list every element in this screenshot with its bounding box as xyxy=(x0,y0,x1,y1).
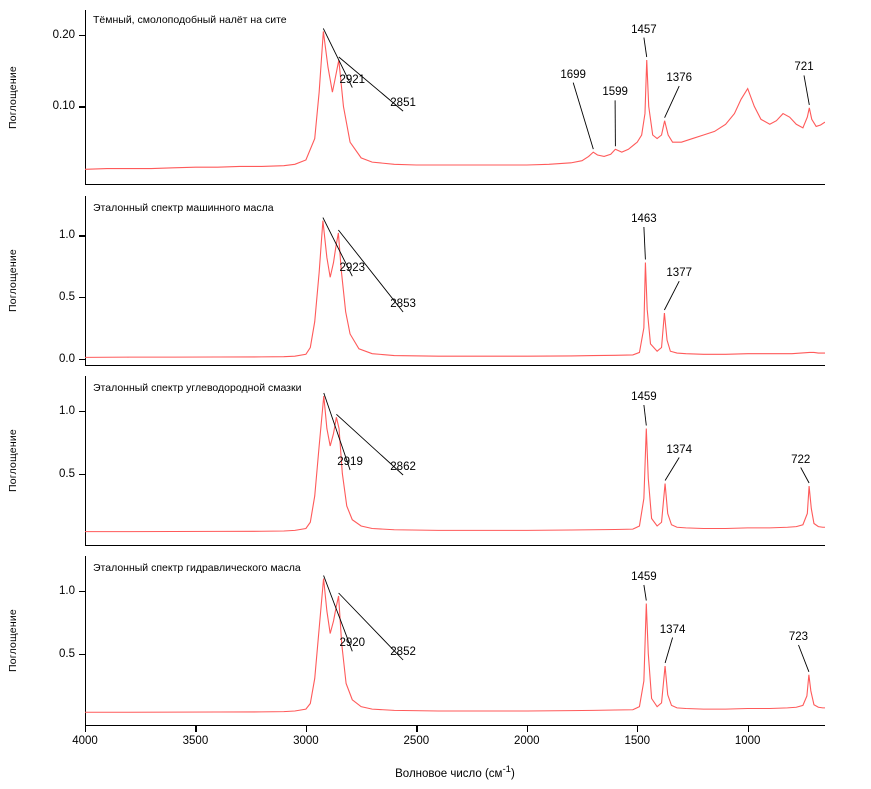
peak-label-1459: 1459 xyxy=(631,571,657,583)
spectrum-panel-1 xyxy=(7,10,825,185)
peak-label-2919: 2919 xyxy=(337,456,363,468)
peak-label-722: 722 xyxy=(791,453,811,466)
peak-label-1463: 1463 xyxy=(631,212,657,225)
spectrum-trace xyxy=(85,10,825,185)
x-tick-mark xyxy=(416,726,417,732)
x-axis-title-main: Волновое число (см xyxy=(395,767,503,780)
y-axis-label: Поглощение xyxy=(7,609,19,673)
x-tick-label: 3500 xyxy=(182,735,209,747)
spectrum-panel-2 xyxy=(7,196,825,366)
spectrum-panel-3 xyxy=(7,376,825,546)
peak-label-1377: 1377 xyxy=(666,267,692,280)
y-axis-label: Поглощение xyxy=(7,66,19,129)
peak-label-721: 721 xyxy=(794,61,814,74)
panel-caption: Тёмный, смолоподобный налёт на сите xyxy=(93,14,287,26)
spectrum-trace xyxy=(85,556,825,726)
peak-label-1457: 1457 xyxy=(631,23,657,36)
x-axis-title xyxy=(85,764,825,780)
y-tick-label: 0.5 xyxy=(59,647,75,660)
x-tick-label: 1500 xyxy=(624,735,651,747)
peak-label-1699: 1699 xyxy=(560,68,586,81)
peak-label-1599: 1599 xyxy=(602,86,628,99)
x-axis-title-superscript: -1 xyxy=(502,764,511,775)
y-tick-label: 0.10 xyxy=(52,100,75,113)
x-tick-mark xyxy=(306,726,307,732)
peak-label-2852: 2852 xyxy=(390,646,416,658)
y-tick-label: 1.0 xyxy=(59,229,75,242)
y-axis-label: Поглощение xyxy=(7,429,19,493)
x-axis-title-end: ) xyxy=(511,767,515,780)
peak-label-2920: 2920 xyxy=(339,637,366,650)
x-tick-mark xyxy=(637,726,638,732)
y-tick-label: 0.20 xyxy=(52,29,75,41)
peak-label-723: 723 xyxy=(788,631,809,643)
x-tick-label: 4000 xyxy=(72,735,98,747)
x-tick-label: 1000 xyxy=(734,735,761,747)
peak-label-1376: 1376 xyxy=(666,72,692,85)
spectrum-trace xyxy=(85,376,825,546)
y-axis-label: Поглощение xyxy=(7,249,19,313)
x-tick-mark xyxy=(748,726,749,732)
peak-label-2923: 2923 xyxy=(339,262,366,275)
y-tick-label: 1.0 xyxy=(59,585,75,597)
peak-label-1374: 1374 xyxy=(666,443,692,456)
peak-label-1374: 1374 xyxy=(659,623,686,636)
x-tick-mark xyxy=(527,726,528,732)
panel-caption: Эталонный спектр машинного масла xyxy=(93,202,274,214)
x-tick-label: 3000 xyxy=(293,735,319,747)
y-tick-label: 0.5 xyxy=(59,467,75,480)
peak-label-2853: 2853 xyxy=(390,297,416,310)
peak-label-1459: 1459 xyxy=(631,391,657,403)
y-tick-label: 0.0 xyxy=(59,352,75,365)
x-tick-mark xyxy=(85,726,86,732)
spectrum-panel-4 xyxy=(7,556,825,780)
peak-label-2862: 2862 xyxy=(390,461,416,473)
x-tick-label: 2500 xyxy=(403,735,430,747)
y-tick-label: 0.5 xyxy=(59,291,75,303)
x-tick-label: 2000 xyxy=(513,735,540,747)
peak-label-2851: 2851 xyxy=(390,97,416,110)
peak-label-2921: 2921 xyxy=(339,73,366,86)
x-tick-mark xyxy=(195,726,196,732)
panel-caption: Эталонный спектр углеводородной смазки xyxy=(93,382,302,394)
spectrum-trace xyxy=(85,196,825,366)
panel-caption: Эталонный спектр гидравлического масла xyxy=(93,562,301,574)
y-tick-label: 1.0 xyxy=(59,405,75,417)
